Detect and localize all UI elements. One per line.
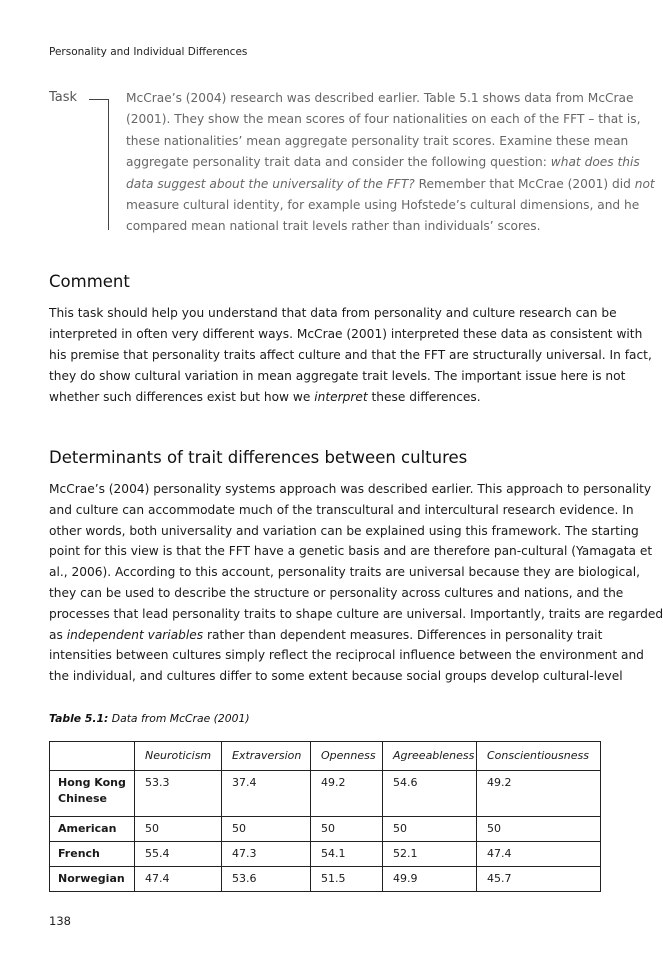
determinants-line: other words, both universality and variation can be explained using this framework. The starting: [49, 523, 639, 538]
comment-body: [49, 303, 652, 408]
determinants-line: and culture can accommodate much of the transcultural and intercultural research evidence. In: [49, 502, 634, 517]
table-caption-text: Data from McCrae (2001): [108, 712, 250, 725]
table-caption-label: Table 5.1:: [49, 712, 109, 725]
table-cell: 50: [222, 817, 311, 842]
column-header-openness: Openness: [311, 742, 383, 771]
comment-line: his premise that personality traits affect culture and that the FFT are structurally universal. In fact,: [49, 348, 652, 362]
task-line: [126, 152, 640, 173]
independent-variables-italic: independent variables: [66, 627, 204, 642]
determinants-line: processes that lead personality traits to shape culture are universal. Importantly, traits are regarded: [49, 606, 663, 621]
row-label: Norwegian: [50, 867, 135, 892]
comment-heading: Comment: [49, 272, 130, 291]
task-bracket-vertical: [108, 99, 109, 230]
table-cell: 50: [477, 817, 601, 842]
task-bracket-horizontal: [89, 99, 108, 100]
determinants-line: al., 2006). According to this account, personality traits are universal because they are biological,: [49, 565, 640, 580]
determinants-line: intensities between cultures simply reflect the reciprocal influence between the environment and: [49, 648, 644, 663]
table-cell: 53.3: [135, 771, 222, 817]
determinants-text: as: [49, 627, 67, 642]
table-cell: 54.1: [311, 842, 383, 867]
comment-text: whether such differences exist but how we: [49, 390, 315, 404]
table-cell: 47.4: [135, 867, 222, 892]
table-cell: 37.4: [222, 771, 311, 817]
task-body: [126, 88, 655, 238]
row-label: Hong Kong Chinese: [50, 771, 135, 817]
task-line: compared mean national trait levels rather than individuals’ scores.: [126, 219, 541, 234]
table-cell: 49.9: [383, 867, 477, 892]
task-label: Task: [49, 90, 78, 105]
task-question-italic: data suggest about the universality of the FFT?: [126, 176, 415, 191]
column-header-extraversion: Extraversion: [222, 742, 311, 771]
column-header-agreeableness: Agreeableness: [383, 742, 477, 771]
comment-line: they do show cultural variation in mean aggregate trait levels. The important issue here is not: [49, 369, 626, 383]
comment-interpret-italic: interpret: [314, 390, 368, 404]
table-caption: [49, 712, 250, 725]
task-line: [126, 174, 655, 195]
table-cell: 50: [135, 817, 222, 842]
table-cell: 55.4: [135, 842, 222, 867]
table-header-row: [50, 742, 601, 771]
task-text: Remember that McCrae (2001) did: [414, 176, 635, 191]
table-cell: 53.6: [222, 867, 311, 892]
determinants-line: [49, 625, 602, 646]
task-line: measure cultural identity, for example using Hofstede’s cultural dimensions, and he: [126, 198, 640, 213]
column-header-conscientiousness: Conscientiousness: [477, 742, 601, 771]
table-row: [50, 867, 601, 892]
row-label: French: [50, 842, 135, 867]
table-cell: 52.1: [383, 842, 477, 867]
determinants-line: point for this view is that the FFT have a genetic basis and are therefore pan-cultural (Yamagata et: [49, 544, 653, 559]
data-table: [49, 741, 601, 892]
table-cell: 49.2: [311, 771, 383, 817]
comment-text: these differences.: [367, 390, 481, 404]
page-number: 138: [49, 914, 71, 928]
table-row: [50, 842, 601, 867]
comment-line: This task should help you understand that data from personality and culture research can be: [49, 306, 617, 320]
row-label: American: [50, 817, 135, 842]
determinants-heading: Determinants of trait differences between cultures: [49, 448, 468, 467]
table-row: [50, 817, 601, 842]
column-header-neuroticism: Neuroticism: [135, 742, 222, 771]
task-question-italic: what does this: [550, 155, 640, 170]
table-cell: 45.7: [477, 867, 601, 892]
table-cell: 47.4: [477, 842, 601, 867]
determinants-line: McCrae’s (2004) personality systems approach was described earlier. This approach to personality: [49, 482, 652, 496]
determinants-line: they can be used to describe the structure or personality across cultures and nations, and the: [49, 585, 624, 600]
task-line: these nationalities’ mean aggregate personality trait scores. Examine these mean: [126, 133, 629, 148]
determinants-body: [49, 479, 663, 687]
determinants-line: the individual, and cultures differ to some extent because social groups develop cultural-level: [49, 669, 623, 684]
table-row: [50, 771, 601, 817]
table-cell: 49.2: [477, 771, 601, 817]
running-head: Personality and Individual Differences: [49, 46, 248, 58]
comment-line: [49, 387, 602, 408]
task-line: (2001). They show the mean scores of four nationalities on each of the FFT – that is,: [126, 112, 641, 127]
table-cell: 50: [383, 817, 477, 842]
table-cell: 50: [311, 817, 383, 842]
table-cell: 51.5: [311, 867, 383, 892]
task-line: McCrae’s (2004) research was described earlier. Table 5.1 shows data from McCrae: [126, 91, 634, 105]
table-cell: 54.6: [383, 771, 477, 817]
column-header-empty: [50, 742, 135, 771]
determinants-text: rather than dependent measures. Differences in personality trait: [203, 627, 603, 642]
comment-line: interpreted in often very different ways. McCrae (2001) interpreted these data as consistent with: [49, 327, 643, 341]
task-text: aggregate personality trait data and consider the following question:: [126, 155, 551, 170]
task-not-italic: not: [634, 176, 655, 191]
table-cell: 47.3: [222, 842, 311, 867]
